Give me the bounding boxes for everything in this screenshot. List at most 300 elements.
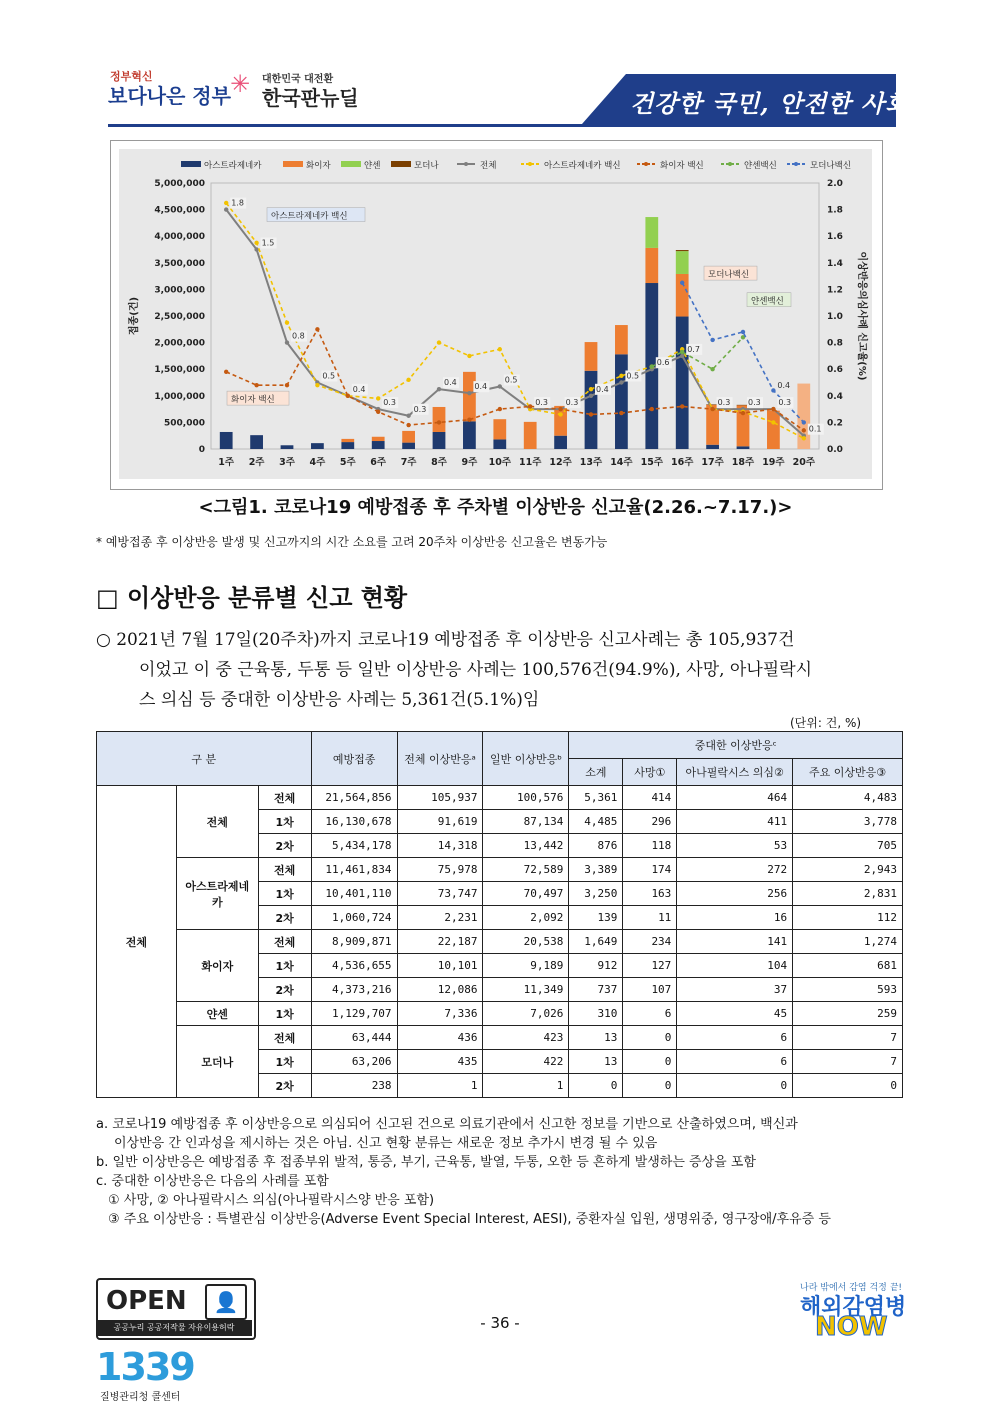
open-logo-text: OPEN [106,1286,187,1316]
series-point [254,241,258,245]
overseas-now-word: NOW [815,1312,888,1342]
footnote-b: b. 일반 이상반응은 예방접종 후 접종부위 발적, 통증, 부기, 근육통, 발열, 두통, 오한 등 흔하게 발생하는 증상을 포함 [96,1155,756,1170]
header-category: 구 분 [97,732,312,786]
value-cell: 1,129,707 [311,1002,397,1026]
series-point [437,387,441,391]
value-cell: 2,231 [397,906,483,930]
value-cell: 4,483 [793,786,903,810]
annotation-label: 아스트라제네카 백신 [271,211,348,222]
value-cell: 104 [677,954,793,978]
attribution-person-icon: 👤 [205,1284,247,1320]
value-cell: 0 [623,1050,677,1074]
value-cell: 705 [793,834,903,858]
series-point [741,330,745,334]
kdca-call-center-label: 질병관리청 콜센터 [100,1392,181,1403]
new-deal-star-icon: ✳ [230,70,251,98]
slogan-text: 건강한 국민, 안전한 사회 [630,89,910,118]
value-cell: 7 [793,1026,903,1050]
series-point [710,338,714,342]
dose-cell: 전체 [258,786,311,810]
total-data-label: 0.4 [474,382,488,392]
legend-label: 모더나백신 [810,161,852,171]
x-tick-label: 8주 [431,457,447,468]
y2-tick-label: 1.6 [827,232,843,243]
value-cell: 737 [569,978,623,1002]
bar [402,431,415,443]
value-cell: 11,349 [483,978,569,1002]
header-subtotal: 소계 [569,759,623,786]
value-cell: 4,373,216 [311,978,397,1002]
value-cell: 72,589 [483,858,569,882]
y-tick-label: 2,500,000 [154,312,205,322]
value-cell: 6 [623,1002,677,1026]
table-row [97,786,903,810]
value-cell: 593 [793,978,903,1002]
header-major-ae: 주요 이상반응③ [793,759,903,786]
footnote-c: c. 중대한 이상반응은 다음의 사례를 포함 [96,1174,329,1189]
series-point [741,411,745,415]
kdca-1339-logo: 1339 [96,1345,194,1389]
series-point [680,281,684,285]
value-cell: 423 [483,1026,569,1050]
summary-paragraph [96,625,906,715]
series-point [254,247,258,251]
series-point [285,320,289,324]
bar [372,437,385,441]
x-tick-label: 15주 [640,457,664,468]
footnote-a-line1: a. 코로나19 예방접종 후 이상반응으로 의심되어 신고된 건으로 의료기관에서 신고한 정보를 기반으로 산출하였으며, 백신과 [96,1117,798,1132]
value-cell: 414 [623,786,677,810]
y2-axis-label: 이상반응의심사례 신고율(%) [856,251,867,381]
unit-label: (단위: 건, %) [790,716,862,730]
bar [524,422,537,449]
series-point [285,340,289,344]
x-tick-label: 14주 [610,457,633,468]
total-data-label: 0.7 [687,344,700,354]
value-cell: 5,361 [569,786,623,810]
total-data-label: 0.3 [778,398,792,408]
total-data-label: 0.5 [322,371,336,381]
value-cell: 87,134 [483,810,569,834]
dose-cell: 1차 [258,1002,311,1026]
series-point [558,407,562,411]
value-cell: 6 [677,1050,793,1074]
series-point [528,404,532,408]
header-anaphylaxis: 아나필락시스 의심② [677,759,793,786]
bar [250,435,263,449]
value-cell: 112 [793,906,903,930]
total-data-label: 0.4 [352,384,366,394]
y-tick-label: 500,000 [164,418,205,429]
bar [554,436,567,449]
total-data-label: 0.4 [444,378,457,388]
series-point [406,378,410,382]
series-point [285,383,289,387]
value-cell: 13 [569,1050,623,1074]
value-cell: 2,092 [483,906,569,930]
legend-label: 얀센 [364,161,381,171]
bar [493,419,506,439]
value-cell: 10,401,110 [311,882,397,906]
figure-note: * 예방접종 후 이상반응 발생 및 신고까지의 시간 소요를 고려 20주차 이상반응 신고율은 변동가능 [96,535,608,549]
legend-swatch [283,161,303,167]
series-point [802,436,806,440]
paragraph-line-2: 이었고 이 중 근육통, 두통 등 일반 이상반응 사례는 100,576건(94.9%), 사망, 아나필락시 [139,660,813,680]
overseas-now-logo: 해외감염병 [800,1295,907,1320]
dose-cell: 전체 [258,930,311,954]
series-point [498,384,502,388]
value-cell: 238 [311,1074,397,1098]
extra-data-label: 0.4 [777,380,791,390]
legend-marker [728,162,732,166]
y-tick-label: 4,000,000 [154,232,205,243]
series-point [346,394,350,398]
y2-tick-label: 0.2 [827,418,843,429]
value-cell: 435 [397,1050,483,1074]
header-general-ae: 일반 이상반응ᵇ [483,732,569,786]
x-tick-label: 1주 [218,457,235,468]
series-point [406,423,410,427]
value-cell: 436 [397,1026,483,1050]
bar [676,250,689,251]
value-cell: 3,778 [793,810,903,834]
series-point [437,340,441,344]
series-point [467,418,471,422]
value-cell: 310 [569,1002,623,1026]
y-tick-label: 1,500,000 [154,365,205,376]
legend-label: 얀센백신 [744,161,777,171]
value-cell: 53 [677,834,793,858]
series-point [498,407,502,411]
value-cell: 7 [793,1050,903,1074]
value-cell: 296 [623,810,677,834]
table-row [97,858,903,882]
series-point [710,407,714,411]
value-cell: 2,943 [793,858,903,882]
x-tick-label: 6주 [370,457,387,468]
y-axis-label: 접종(건) [129,296,140,336]
legend-marker [464,162,468,166]
header-vaccinations: 예방접종 [311,732,397,786]
chart-area [119,149,872,479]
x-tick-label: 11주 [518,457,542,468]
value-cell: 63,444 [311,1026,397,1050]
legend-label: 모더나 [414,161,439,171]
series-point [650,407,654,411]
bar [737,446,750,449]
x-tick-label: 13주 [579,457,603,468]
x-tick-label: 10주 [488,457,512,468]
total-data-label: 0.6 [656,358,670,368]
legend-swatch [181,161,201,167]
total-data-label: 0.3 [717,398,731,408]
series-point [467,391,471,395]
value-cell: 272 [677,858,793,882]
total-data-label: 0.1 [808,424,822,434]
series-point [771,407,775,411]
header-total-ae: 전체 이상반응ᵃ [397,732,483,786]
series-point [771,420,775,424]
adverse-event-table [96,731,903,1098]
value-cell: 0 [623,1074,677,1098]
series-point [680,404,684,408]
weekly-adverse-event-chart [119,149,872,479]
logo-new-deal: 한국판뉴딜 [262,86,359,110]
value-cell: 12,086 [397,978,483,1002]
value-cell: 259 [793,1002,903,1026]
value-cell: 20,538 [483,930,569,954]
series-point [254,383,258,387]
total-data-label: 0.4 [596,384,609,394]
value-cell: 0 [677,1074,793,1098]
value-cell: 7,336 [397,1002,483,1026]
series-point [802,428,806,432]
y2-tick-label: 1.2 [827,285,843,296]
legend-label: 아스트라제네카 [204,161,262,171]
dose-cell: 전체 [258,858,311,882]
paragraph-line-1: ○ 2021년 7월 17일(20주차)까지 코로나19 예방접종 후 이상반응 신고사례는 총 105,937건 [96,630,795,650]
series-point [802,420,806,424]
series-point [619,374,623,378]
table-row [97,1002,903,1026]
series-point [467,354,471,358]
value-cell: 11,461,834 [311,858,397,882]
footnotes [96,1115,906,1229]
value-cell: 13 [569,1026,623,1050]
dose-cell: 1차 [258,882,311,906]
legend-swatch [341,161,361,167]
dose-cell: 2차 [258,906,311,930]
bar [281,445,294,449]
dose-cell: 1차 [258,810,311,834]
overseas-now-tagline: 나라 밖에서 감염 걱정 끝! [800,1283,902,1293]
value-cell: 118 [623,834,677,858]
y-tick-label: 4,500,000 [154,205,205,216]
series-point [680,354,684,358]
y-tick-label: 5,000,000 [154,179,205,189]
legend-label: 아스트라제네카 백신 [544,161,621,171]
value-cell: 1,649 [569,930,623,954]
bar [220,432,233,449]
legend-marker [644,162,648,166]
value-cell: 10,101 [397,954,483,978]
bar [615,325,628,354]
y2-tick-label: 1.8 [827,205,843,216]
total-data-label: 0.3 [565,398,579,408]
total-data-label: 0.3 [413,404,427,414]
series-point [315,327,319,331]
footnote-c1: ① 사망, ② 아나필락시스 의심(아나필락시스양 반응 포함) [108,1193,435,1208]
bar [341,442,354,449]
group-all-cell: 전체 [97,786,177,1098]
annotation-label: 모더나백신 [708,270,750,281]
bar [311,443,324,449]
series-point [650,364,654,368]
series-point [498,347,502,351]
series-point [437,420,441,424]
x-tick-label: 5주 [339,457,356,468]
value-cell: 139 [569,906,623,930]
y2-tick-label: 0.4 [827,391,843,402]
value-cell: 16 [677,906,793,930]
bar [645,217,658,248]
value-cell: 1,060,724 [311,906,397,930]
annotation-label: 화이자 백신 [231,395,275,406]
chart-frame [110,140,883,490]
value-cell: 4,485 [569,810,623,834]
dose-cell: 2차 [258,834,311,858]
vaccine-group-cell: 아스트라제네카 [176,858,258,930]
value-cell: 22,187 [397,930,483,954]
y2-tick-label: 2.0 [827,179,843,189]
legend-marker [794,162,798,166]
bar [645,248,658,283]
value-cell: 63,206 [311,1050,397,1074]
value-cell: 174 [623,858,677,882]
value-cell: 9,189 [483,954,569,978]
series-point [224,201,228,205]
value-cell: 256 [677,882,793,906]
legend-label: 화이자 [306,161,331,171]
section-title: □ 이상반응 분류별 신고 현황 [96,584,408,612]
series-point [589,394,593,398]
total-data-label: 0.5 [504,375,518,385]
series-point [558,412,562,416]
value-cell: 411 [677,810,793,834]
paragraph-line-3: 스 의심 등 중대한 이상반응 사례는 5,361건(5.1%)임 [139,690,540,710]
y2-tick-label: 1.4 [827,258,843,269]
dose-cell: 1차 [258,1050,311,1074]
total-data-label: 0.3 [535,398,548,408]
vaccine-group-cell: 전체 [176,786,258,858]
table-body [97,786,903,1098]
value-cell: 105,937 [397,786,483,810]
bar [372,441,385,449]
bar [615,354,628,449]
header-death: 사망① [623,759,677,786]
series-point [224,370,228,374]
x-tick-label: 20주 [792,457,816,468]
bar [585,342,598,371]
series-point [771,388,775,392]
value-cell: 13,442 [483,834,569,858]
legend-label: 화이자 백신 [660,161,704,171]
value-cell: 100,576 [483,786,569,810]
bar [433,432,446,449]
x-tick-label: 19주 [762,457,785,468]
value-cell: 2,831 [793,882,903,906]
y2-tick-label: 0.8 [827,338,843,349]
value-cell: 70,497 [483,882,569,906]
value-cell: 0 [793,1074,903,1098]
total-data-label: 1.8 [231,198,244,208]
value-cell: 163 [623,882,677,906]
series-point [224,207,228,211]
bar [676,274,689,317]
total-data-label: 1.5 [261,238,275,248]
series-point [589,387,593,391]
figure-caption: <그림1. 코로나19 예방접종 후 주차별 이상반응 신고율(2.26.~7.17.)> [198,497,793,518]
bar [767,411,780,449]
y2-tick-label: 1.0 [827,312,843,322]
legend-marker [528,162,532,166]
y2-tick-label: 0.0 [827,445,843,455]
footnote-c2: ③ 주요 이상반응 : 특별관심 이상반응(Adverse Event Special Interest, AESI), 중환자실 입원, 생명위중, 영구장애/후유증 등 [108,1212,831,1227]
value-cell: 3,250 [569,882,623,906]
value-cell: 8,909,871 [311,930,397,954]
bar [585,371,598,449]
x-tick-label: 9주 [461,457,478,468]
value-cell: 11 [623,906,677,930]
vaccine-group-cell: 모더나 [176,1026,258,1098]
bar [341,439,354,442]
total-data-label: 0.3 [383,398,396,408]
bar [402,443,415,449]
value-cell: 14,318 [397,834,483,858]
vaccine-group-cell: 화이자 [176,930,258,1002]
bar [463,372,476,421]
total-data-label: 0.8 [292,331,305,341]
y-tick-label: 2,000,000 [154,338,205,349]
series-point [376,396,380,400]
value-cell: 234 [623,930,677,954]
vaccine-group-cell: 얀센 [176,1002,258,1026]
value-cell: 0 [623,1026,677,1050]
dose-cell: 전체 [258,1026,311,1050]
series-point [619,380,623,384]
value-cell: 422 [483,1050,569,1074]
value-cell: 1 [483,1074,569,1098]
y-tick-label: 0 [198,445,205,455]
value-cell: 37 [677,978,793,1002]
total-data-label: 0.5 [626,371,640,381]
value-cell: 912 [569,954,623,978]
x-tick-label: 7주 [400,457,417,468]
value-cell: 0 [569,1074,623,1098]
x-tick-label: 18주 [731,457,755,468]
y-tick-label: 3,000,000 [154,285,205,296]
dose-cell: 2차 [258,978,311,1002]
value-cell: 4,536,655 [311,954,397,978]
value-cell: 16,130,678 [311,810,397,834]
bar [706,445,719,449]
value-cell: 127 [623,954,677,978]
logo-new-deal-small: 대한민국 대전환 [262,74,334,85]
page-number: - 36 - [480,1314,520,1332]
series-point [315,383,319,387]
x-tick-label: 16주 [670,457,694,468]
table-row [97,930,903,954]
legend-label: 전체 [480,161,497,171]
value-cell: 5,434,178 [311,834,397,858]
value-cell: 21,564,856 [311,786,397,810]
x-tick-label: 2주 [248,457,265,468]
value-cell: 1 [397,1074,483,1098]
footnote-a-line2: 이상반응 간 인과성을 제시하는 것은 아님. 신고 현황 분류는 새로운 정보 추가시 변경 될 수 있음 [114,1136,658,1151]
series-point [589,412,593,416]
series-point [619,411,623,415]
table-row [97,1026,903,1050]
y-tick-label: 3,500,000 [154,258,205,269]
value-cell: 107 [623,978,677,1002]
series-point [680,350,684,354]
value-cell: 7,026 [483,1002,569,1026]
series-point [710,367,714,371]
value-cell: 6 [677,1026,793,1050]
open-logo-subtitle: 공공누리 공공저작물 자유이용허락 [96,1320,252,1336]
dose-cell: 2차 [258,1074,311,1098]
series-point [376,410,380,414]
